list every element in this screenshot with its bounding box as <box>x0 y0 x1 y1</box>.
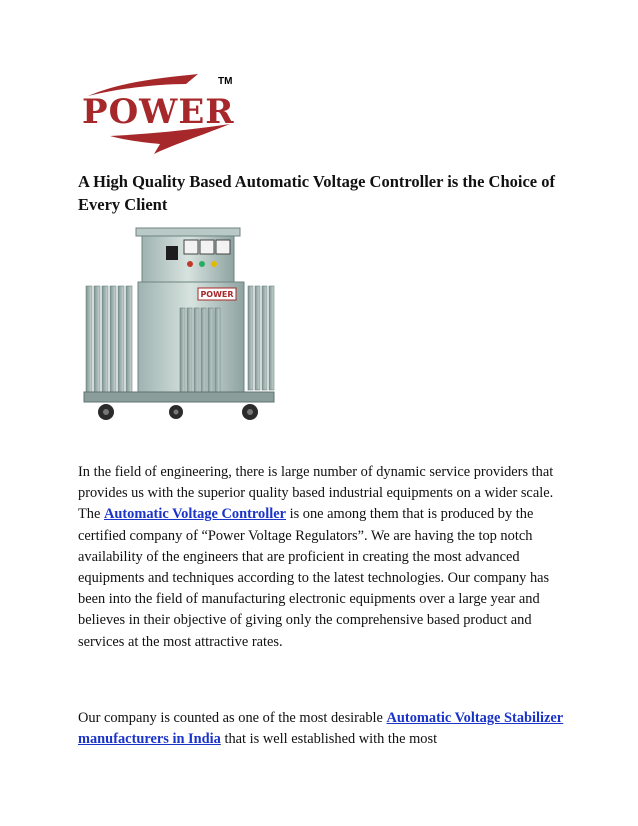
intro-paragraph <box>78 462 568 653</box>
logo-wordmark: POWER <box>82 92 235 132</box>
trademark-symbol: TM <box>218 76 233 87</box>
power-logo <box>80 70 240 160</box>
intro-text-end: is one among them that is produced by the certified company of “Power Voltage Regulators”. We are having the top notch availability of the engineers that are proficient in creating the most advanced equipments and techniques according to the latest technologies. Our company has been into the field of manufacturing electronic equipments over a large year and believes in their objective of giving only the comprehensive based product and services at the most attractive rates. <box>78 506 550 650</box>
voltage-controller-image <box>80 226 280 432</box>
company-paragraph <box>78 708 568 750</box>
company-text-start: Our company is counted as one of the most desirable <box>78 710 387 726</box>
stabilizer-manufacturers-link[interactable]: Automatic Voltage Stabilizer manufacturers in India <box>78 710 564 748</box>
nameplate-label: POWER <box>200 290 234 299</box>
automatic-voltage-controller-link[interactable]: Automatic Voltage Controller <box>103 506 286 523</box>
page-heading: A High Quality Based Automatic Voltage Controller is the Choice of Every Client <box>78 172 555 214</box>
company-text-end: that is well established with the most <box>220 731 438 748</box>
intro-text-start: In the field of engineering, there is large number of dynamic service providers that provides us with the superior quality based industrial equipments on a wider scale. The <box>78 464 554 523</box>
